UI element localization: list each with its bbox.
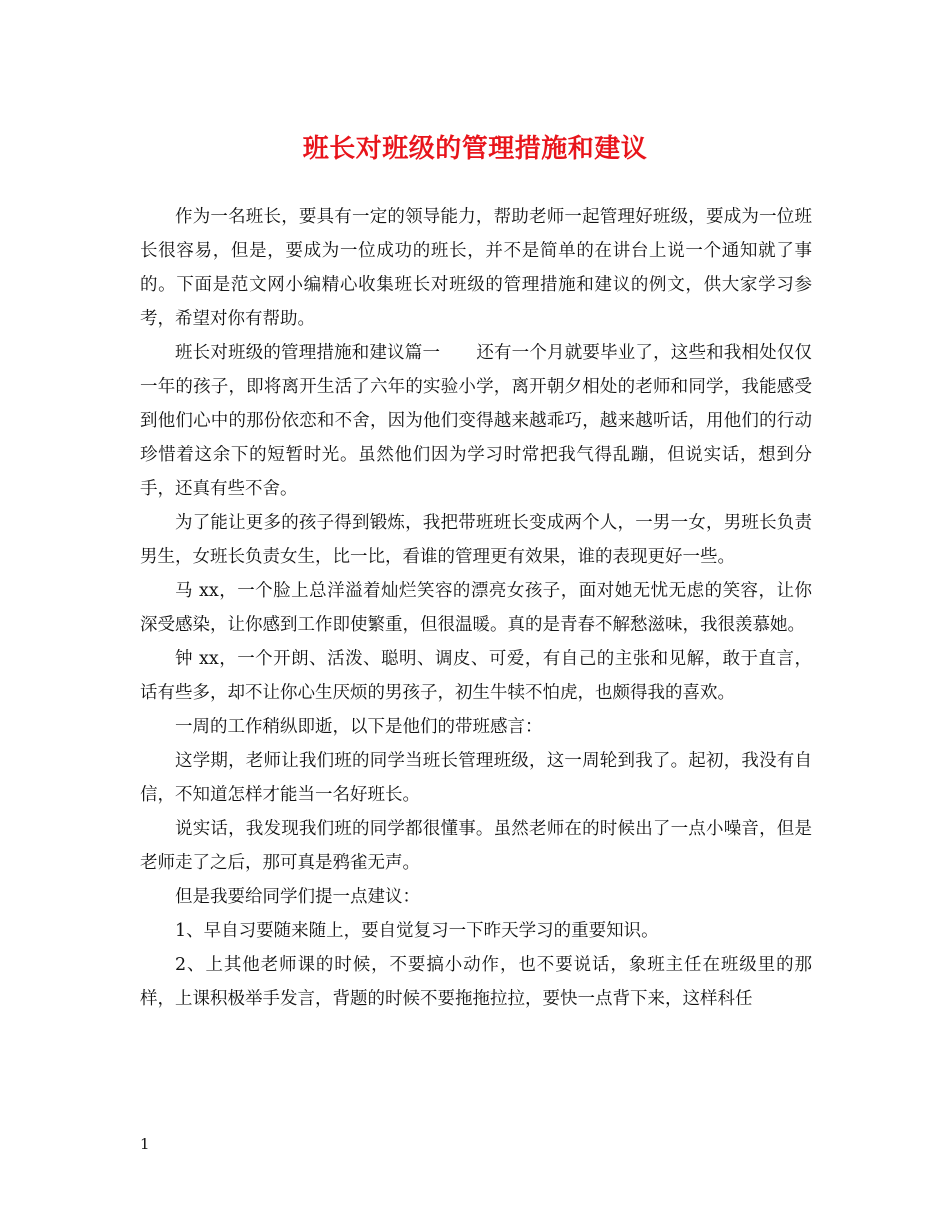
list-item-2: 2、上其他老师课的时候，不要搞小动作，也不要说话，象班主任在班级里的那样，上课积极举手发言，背题的时候不要拖拖拉拉，要快一点背下来，这样科任 [140,955,812,1009]
paragraph-monitors: 为了能让更多的孩子得到锻炼，我把带班班长变成两个人，一男一女，男班长负责男生，女班长负责女生，比一比，看谁的管理更有效果，谁的表现更好一些。 [140,513,812,567]
paragraph-intro: 作为一名班长，要具有一定的领导能力，帮助老师一起管理好班级，要成为一位班长很容易，但是，要成为一位成功的班长，并不是简单的在讲台上说一个通知就了事的。下面是范文网小编精心收集班长对班级的管理措施和建议的例文，供大家学习参考，希望对你有帮助。 [140,207,812,329]
paragraph-semester: 这学期，老师让我们班的同学当班长管理班级，这一周轮到我了。起初，我没有自信，不知道怎样才能当一名好班长。 [140,751,812,805]
document-title: 班长对班级的管理措施和建议 [302,134,648,164]
paragraph-week: 一周的工作稍纵即逝，以下是他们的带班感言： [175,717,543,737]
paragraph-honest: 说实话，我发现我们班的同学都很懂事。虽然老师在的时候出了一点小噪音，但是老师走了之后，那可真是鸦雀无声。 [140,819,812,873]
paragraph-ma: 马 xx，一个脸上总洋溢着灿烂笑容的漂亮女孩子，面对她无忧无虑的笑容，让你深受感染，让你感到工作即使繁重，但很温暖。真的是青春不解愁滋味，我很羡慕她。 [140,581,812,635]
list-item-1: 1、早自习要随来随上，要自觉复习一下昨天学习的重要知识。 [175,921,659,941]
paragraph-suggestion: 但是我要给同学们提一点建议： [175,887,420,907]
paragraph-zhong: 钟 xx，一个开朗、活泼、聪明、调皮、可爱，有自己的主张和见解，敢于直言，话有些多，却不让你心生厌烦的男孩子，初生牛犊不怕虎，也颇得我的喜欢。 [140,649,812,703]
document-body [140,200,812,1016]
page-number: 1 [140,1135,150,1153]
paragraph-section-one [140,336,812,506]
section-heading: 班长对班级的管理措施和建议篇一 [175,343,441,363]
section-text: 还有一个月就要毕业了，这些和我相处仅仅一年的孩子，即将离开生活了六年的实验小学，离开朝夕相处的老师和同学，我能感受到他们心中的那份依恋和不舍，因为他们变得越来越乖巧，越来越听话，用他们的行动珍惜着这余下的短暂时光。虽然他们因为学习时常把我气得乱蹦，但说实话，想到分手，还真有些不舍。 [140,343,813,499]
